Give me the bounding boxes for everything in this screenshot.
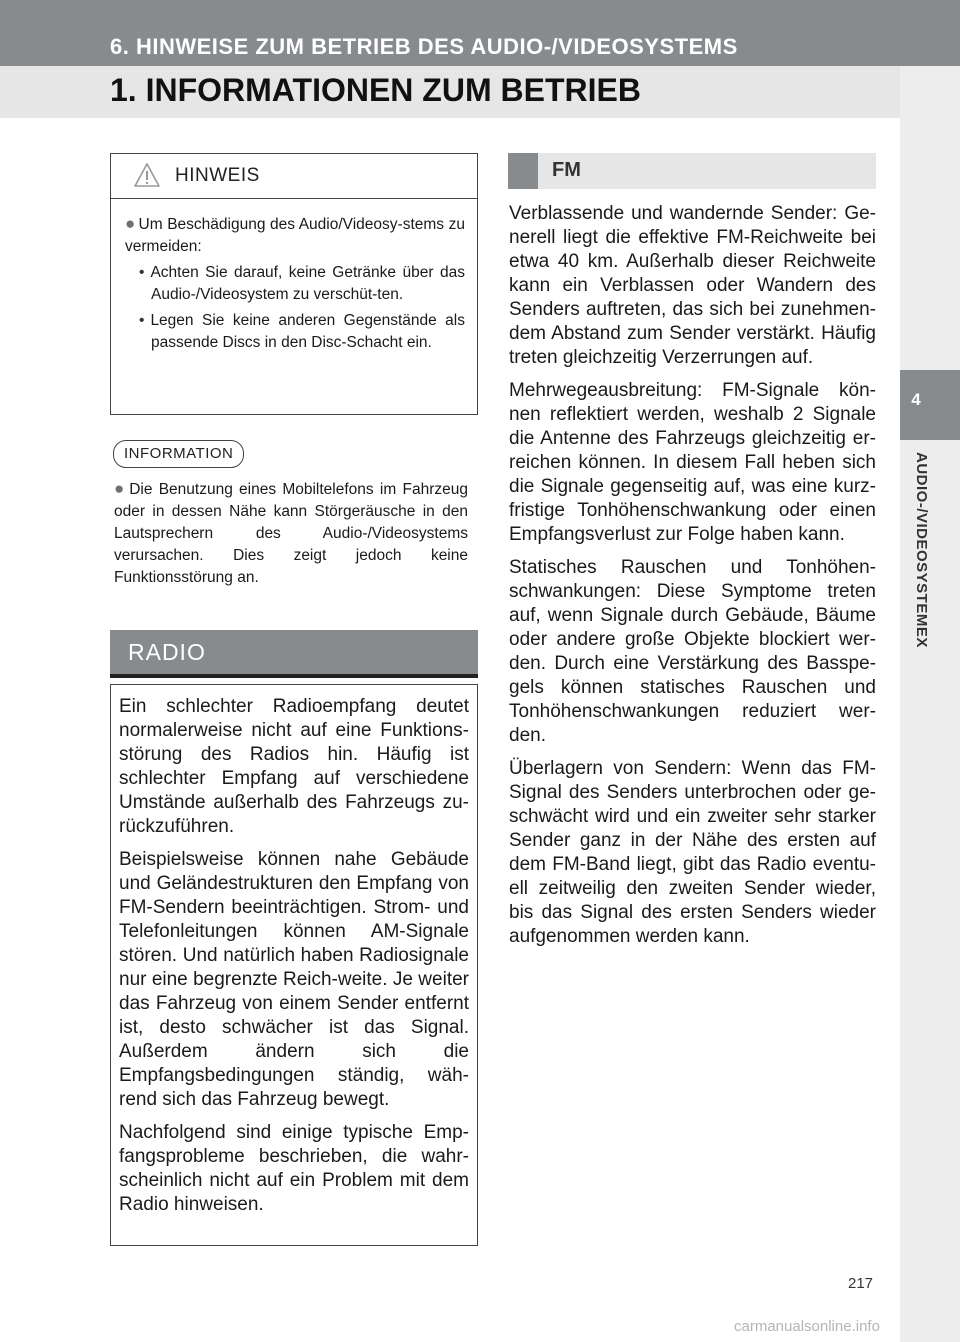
hinweis-title: HINWEIS: [175, 165, 260, 186]
fm-bar-accent: [508, 153, 538, 189]
information-text: Die Benutzung eines Mobiltelefons im Fahrzeug oder in dessen Nähe kann Störgeräusche in den Lautsprechern des Audio-/Videosystems verursachen. Dies zeigt jedoch keine Funktionsstörung an.: [114, 481, 468, 586]
page-title: 1. INFORMATIONEN ZUM BETRIEB: [110, 72, 641, 108]
radio-section-bar: [110, 630, 478, 674]
warning-triangle-icon: [133, 162, 161, 188]
hinweis-bullet: [125, 213, 465, 258]
radio-section-underline: [110, 674, 478, 678]
chapter-number: 4: [911, 390, 921, 409]
bullet-dot-icon: ●: [125, 214, 136, 233]
chapter-label: AUDIO-/VIDEOSYSTEMEX: [913, 452, 930, 648]
radio-paragraph: Beispielsweise können nahe Gebäude und Geländestrukturen den Empfang von FM-Sendern beeinträchtigen. Strom- und Telefonleitungen können AM-Signale stören. Und natürlich haben Radiosignale nur eine begrenzte Reich-weite. Je weiter das Fahrzeug von einem Sender entfernt ist, desto schwächer ist das Signal. Außerdem ändern sich die Empfangsbedingungen ständig, wäh-rend sich das Fahrzeug bewegt.: [119, 849, 469, 1110]
information-label: INFORMATION: [113, 440, 244, 468]
bullet-dot-icon: ●: [114, 479, 127, 498]
hinweis-box: [110, 153, 478, 415]
sub-bullet-icon: •: [139, 312, 145, 329]
fm-section-title: FM: [552, 159, 581, 181]
hinweis-subitem: [139, 310, 465, 354]
information-body: [114, 478, 468, 589]
chapter-sidetab: [900, 66, 960, 1342]
radio-box: [110, 684, 478, 1246]
hinweis-header: [111, 154, 477, 199]
sub-bullet-icon: •: [139, 264, 145, 281]
fm-body: [509, 202, 876, 958]
section-title: 6. HINWEISE ZUM BETRIEB DES AUDIO-/VIDEOSYSTEMS: [110, 34, 738, 59]
fm-paragraph: Verblassende und wandernde Sender: Ge-nerell liegt die effektive FM-Reichweite bei etwa 40 km. Außerhalb dieser Reichweite kann ein Verblassen oder Wandern des Senders auftreten, das sich bei zunehmen-dem Abstand zum Sender verstärkt. Häufig treten gleichzeitig Verzerrungen auf.: [509, 203, 876, 368]
watermark[interactable]: carmanualsonline.info: [734, 1318, 880, 1335]
fm-paragraph: Statisches Rauschen und Tonhöhen-schwankungen: Diese Symptome treten auf, wenn Signale durch Gebäude, Bäume oder andere große Objekte blockiert wer-den. Durch eine Verstärkung des Basspe-gels können statisches Rauschen und Tonhöhenschwankungen reduziert wer-den.: [509, 557, 876, 746]
hinweis-bullet-text: Um Beschädigung des Audio/Videosy-stems zu vermeiden:: [125, 216, 465, 255]
radio-paragraph: Nachfolgend sind einige typische Emp-fangsprobleme beschrieben, die wahr-scheinlich nicht auf ein Problem mit dem Radio hinweisen.: [119, 1122, 469, 1215]
chapter-number-tab: [900, 370, 960, 440]
fm-paragraph: Überlagern von Sendern: Wenn das FM-Signal des Senders unterbrochen oder ge-schwächt wird und ein zweiter sehr starker Sender ganz in der Nähe des ersten auf dem FM-Band liegt, gibt das Radio eventu-ell zeitweilig den zweiten Sender wieder, bis das Signal des ersten Senders wieder aufgenommen werden kann.: [509, 758, 876, 947]
hinweis-subitem-text: Achten Sie darauf, keine Getränke über das Audio-/Videosystem zu verschüt-ten.: [150, 264, 465, 303]
radio-section-title: RADIO: [128, 639, 206, 665]
hinweis-body: [111, 199, 477, 354]
hinweis-subitem: [139, 262, 465, 306]
page-number: 217: [848, 1275, 874, 1292]
hinweis-subitem-text: Legen Sie keine anderen Gegenstände als passende Discs in den Disc-Schacht ein.: [150, 312, 465, 351]
fm-paragraph: Mehrwegeausbreitung: FM-Signale kön-nen reflektiert werden, weshalb 2 Signale die Antenne des Fahrzeugs gleichzeitig er-reichen können. In diesem Fall heben sich die Signale gegenseitig auf, was eine kurz-fristige Tonhöhenschwankung oder einen Empfangsverlust zur Folge haben kann.: [509, 380, 876, 545]
radio-paragraph: Ein schlechter Radioempfang deutet normalerweise nicht auf eine Funktions-störung des Radios hin. Häufig ist schlechter Empfang auf verschiedene Umstände außerhalb des Fahrzeugs zu-rückzuführen.: [119, 696, 469, 837]
fm-section-bar: [508, 153, 876, 189]
page-header: [0, 0, 960, 118]
